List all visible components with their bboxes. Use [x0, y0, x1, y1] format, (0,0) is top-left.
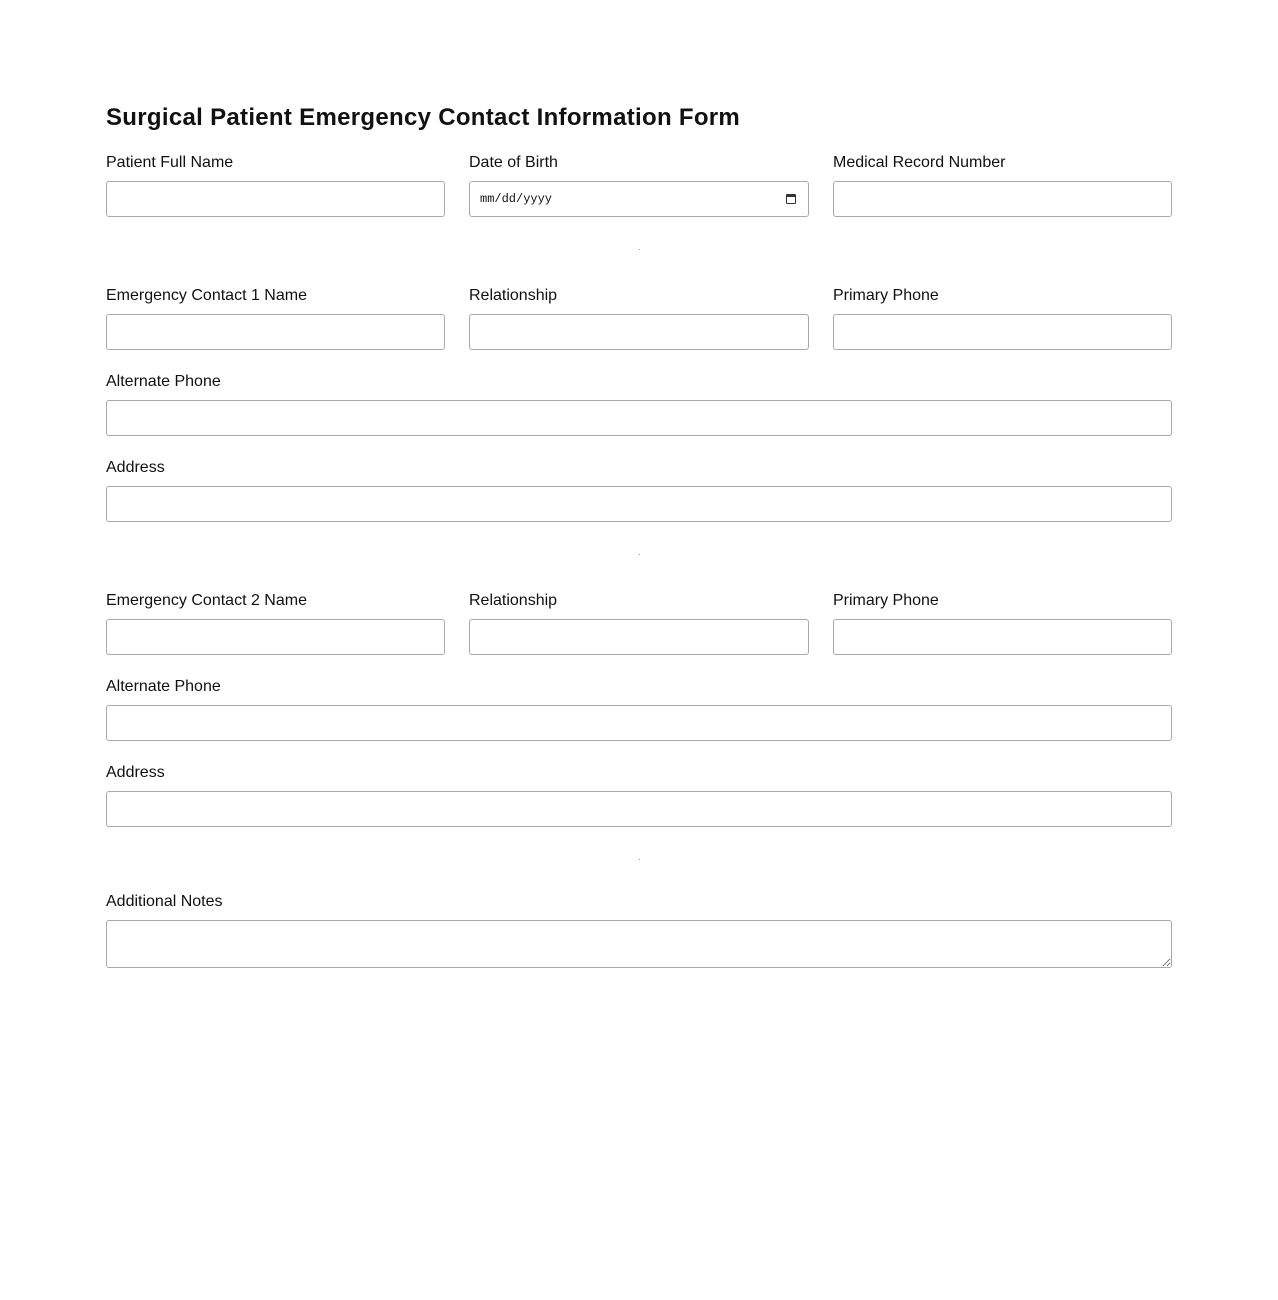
contact2-address-field: [106, 764, 1172, 827]
contact2-name-input[interactable]: [106, 619, 445, 655]
date-of-birth-label: Date of Birth: [469, 154, 558, 171]
contact2-alternate-phone-input[interactable]: [106, 705, 1172, 741]
contact1-alternate-phone-label: Alternate Phone: [106, 373, 221, 390]
additional-notes-label: Additional Notes: [106, 893, 223, 910]
medical-record-number-field: [833, 154, 1172, 217]
medical-record-number-label: Medical Record Number: [833, 154, 1006, 171]
patient-info-row: [106, 154, 1172, 217]
section-divider: [639, 859, 640, 860]
contact1-address-input[interactable]: [106, 486, 1172, 522]
emergency-contact-form: [106, 100, 1172, 968]
contact1-row: [106, 287, 1172, 350]
contact2-primary-phone-input[interactable]: [833, 619, 1172, 655]
contact2-relationship-field: [469, 592, 809, 655]
contact1-primary-phone-label: Primary Phone: [833, 287, 939, 304]
contact1-alternate-phone-input[interactable]: [106, 400, 1172, 436]
contact2-name-label: Emergency Contact 2 Name: [106, 592, 307, 609]
contact2-row: [106, 592, 1172, 655]
date-of-birth-input[interactable]: [469, 181, 809, 217]
date-placeholder: mm/dd/yyyy: [480, 192, 553, 206]
contact1-relationship-label: Relationship: [469, 287, 558, 304]
contact1-primary-phone-input[interactable]: [833, 314, 1172, 350]
contact2-relationship-label: Relationship: [469, 592, 558, 609]
contact2-name-field: [106, 592, 445, 655]
contact1-address-label: Address: [106, 459, 165, 476]
medical-record-number-input[interactable]: [833, 181, 1172, 217]
page-title: Surgical Patient Emergency Contact Information Form: [106, 104, 741, 131]
contact1-primary-phone-field: [833, 287, 1172, 350]
date-of-birth-field: [469, 154, 809, 217]
contact2-address-label: Address: [106, 764, 165, 781]
contact1-relationship-input[interactable]: [469, 314, 809, 350]
contact2-relationship-input[interactable]: [469, 619, 809, 655]
patient-full-name-input[interactable]: [106, 181, 445, 217]
contact2-alternate-phone-field: [106, 678, 1172, 741]
calendar-icon[interactable]: [786, 194, 796, 204]
contact1-address-field: [106, 459, 1172, 522]
contact1-name-label: Emergency Contact 1 Name: [106, 287, 307, 304]
contact1-name-field: [106, 287, 445, 350]
contact2-alternate-phone-label: Alternate Phone: [106, 678, 221, 695]
additional-notes-field: [106, 893, 1172, 968]
patient-full-name-label: Patient Full Name: [106, 154, 234, 171]
contact1-alternate-phone-field: [106, 373, 1172, 436]
patient-full-name-field: [106, 154, 445, 217]
contact1-name-input[interactable]: [106, 314, 445, 350]
contact1-relationship-field: [469, 287, 809, 350]
contact2-primary-phone-field: [833, 592, 1172, 655]
contact2-address-input[interactable]: [106, 791, 1172, 827]
contact2-primary-phone-label: Primary Phone: [833, 592, 939, 609]
section-divider: [639, 554, 640, 555]
additional-notes-textarea[interactable]: [106, 920, 1172, 968]
section-divider: [639, 249, 640, 250]
